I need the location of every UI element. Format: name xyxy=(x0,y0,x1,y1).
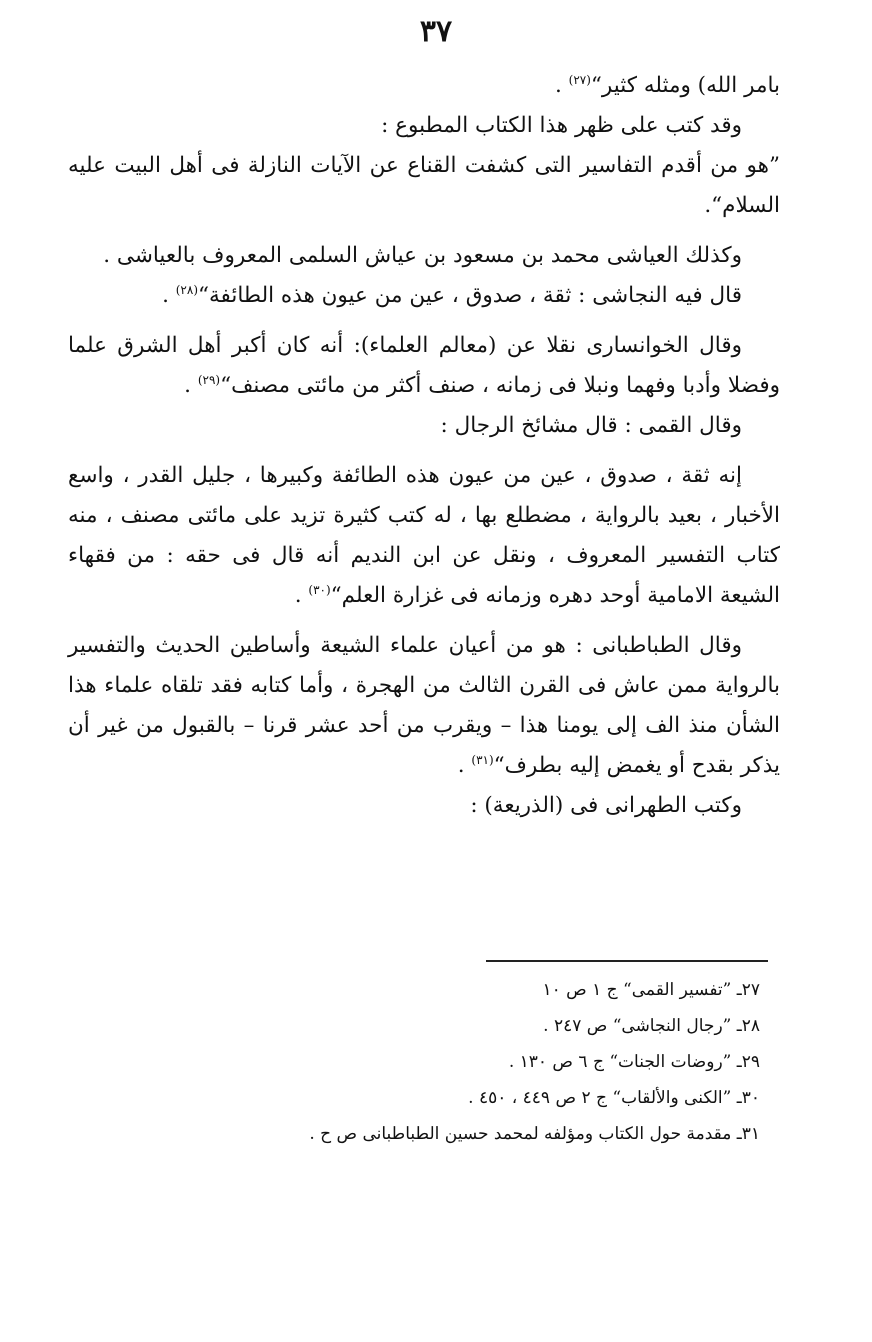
paragraph-text: بامر الله) ومثله كثير“ xyxy=(590,73,780,98)
footnotes xyxy=(150,972,760,1152)
footnote-item: ٣١ـ مقدمة حول الكتاب ومؤلفه لمحمد حسين الطباطبانى ص ح . xyxy=(309,1124,760,1144)
paragraph-end-punctuation: . xyxy=(184,373,198,398)
paragraph-text: إنه ثقة ، صدوق ، عين من عيون هذه الطائفة وكبيرها ، جليل القدر ، واسع الأخبار ، بعيد بالرواية ، مضطلع بها ، له كتب كثيرة تزيد على مائتى مصنف ، منه كتاب التفسير المعروف ، ونقل عن ابن النديم أنه قال فى حقه : من فقهاء الشيعة الامامية أوحد دهره وزمانه فى غزارة العلم“ xyxy=(68,463,780,608)
paragraph-text: وقال الطباطبانى : هو من أعيان علماء الشيعة وأساطين الحديث والتفسير بالرواية ممن عاش فى القرن الثالث من الهجرة ، وأما كتابه فقد تلقاه علماء هذا الشأن منذ الف إلى يومنا هذا – ويقرب من أحد عشر قرنا – بالقبول من غير أن يذكر بقدح أو يغمض إليه بطرف“ xyxy=(68,633,780,778)
footnote-item: ٣٠ـ ”الكنى والألقاب“ ج ٢ ص ٤٤٩ ، ٤٥٠ . xyxy=(468,1088,760,1108)
paragraph xyxy=(68,276,780,316)
paragraph-end-punctuation: . xyxy=(294,583,309,608)
paragraph-text: وقال القمى : قال مشائخ الرجال : xyxy=(440,413,742,438)
footnote-reference: (٢٨) xyxy=(175,282,198,297)
paragraph xyxy=(68,66,780,106)
paragraph xyxy=(68,456,780,616)
paragraph-text: وكذلك العياشى محمد بن مسعود بن عياش السلمى المعروف بالعياشى . xyxy=(103,243,742,268)
body-text xyxy=(68,66,780,826)
page-number: ٣٧ xyxy=(419,14,453,49)
paragraph-end-punctuation: . xyxy=(162,283,176,308)
paragraph-end-punctuation: . xyxy=(554,73,569,98)
paragraph xyxy=(68,406,780,446)
paragraph-text: وقال الخوانسارى نقلا عن (معالم العلماء): أنه كان أكبر أهل الشرق علما وفضلا وأدبا وفهما ونبلا فى زمانه ، صنف أكثر من مائتى مصنف“ xyxy=(68,333,780,398)
footnote-divider xyxy=(486,960,768,962)
paragraph xyxy=(68,236,780,276)
paragraph xyxy=(68,326,780,406)
footnote-item: ٢٨ـ ”رجال النجاشى“ ص ٢٤٧ . xyxy=(543,1016,760,1036)
footnote-reference: (٣٠) xyxy=(308,582,331,597)
paragraph-text: وقد كتب على ظهر هذا الكتاب المطبوع : xyxy=(381,113,742,138)
paragraph-text: ”هو من أقدم التفاسير التى كشفت القناع عن الآيات النازلة فى أهل البيت عليه السلام“. xyxy=(68,153,780,218)
paragraph xyxy=(68,786,780,826)
footnote-reference: (٣١) xyxy=(471,752,494,767)
paragraph xyxy=(68,626,780,786)
paragraph-end-punctuation: . xyxy=(457,753,472,778)
footnote-item: ٢٩ـ ”روضات الجنات“ ج ٦ ص ١٣٠ . xyxy=(508,1052,760,1072)
footnote-item: ٢٧ـ ”تفسير القمى“ ج ١ ص ١٠ xyxy=(542,980,760,1000)
paragraph xyxy=(68,146,780,226)
footnote-reference: (٢٩) xyxy=(197,372,221,387)
paragraph-text: وكتب الطهرانى فى (الذريعة) : xyxy=(470,793,742,818)
paragraph-text: قال فيه النجاشى : ثقة ، صدوق ، عين من عيون هذه الطائفة“ xyxy=(198,283,742,308)
footnote-reference: (٢٧) xyxy=(568,72,591,87)
paragraph xyxy=(68,106,780,146)
